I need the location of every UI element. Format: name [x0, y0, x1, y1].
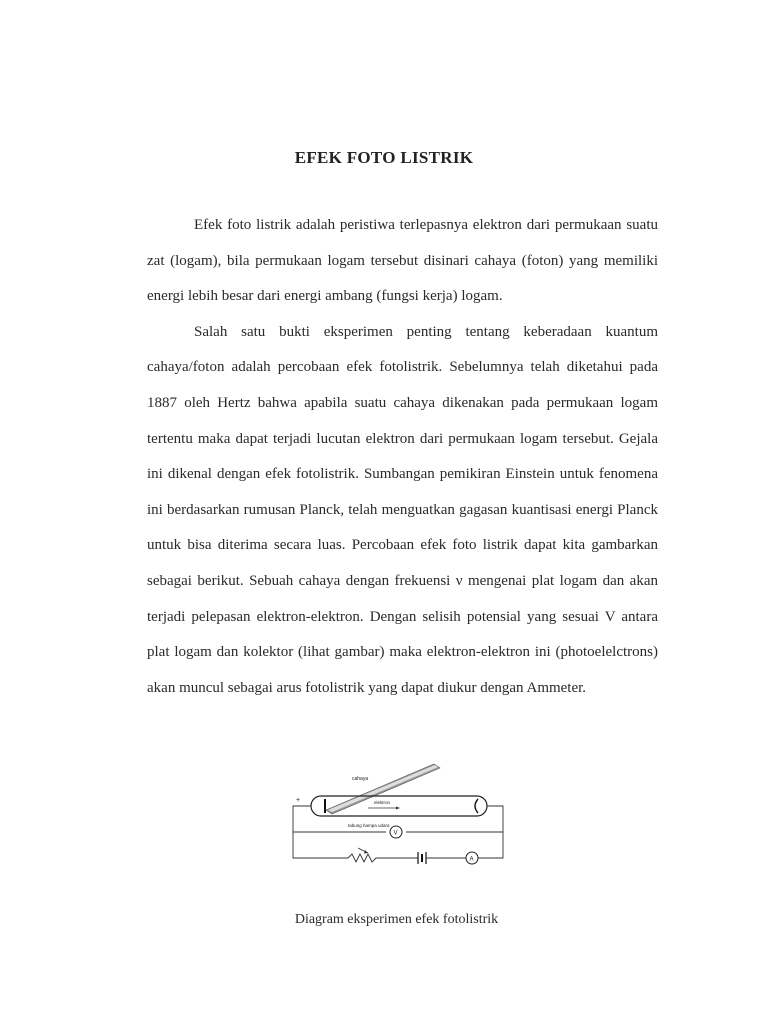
svg-text:A: A: [469, 856, 474, 863]
label-tabung: tabung hampa udara: [348, 823, 390, 828]
paragraph-2: Salah satu bukti eksperimen penting tentang keberadaan kuantum cahaya/foton adalah percobaan efek fotolistrik. Sebelumnya telah diketahui pada 1887 oleh Hertz bahwa apabila suatu cahaya dikenakan pada permukaan logam tertentu maka dapat terjadi lucutan elektron dari permukaan logam tersebut. Gejala ini dikenal dengan efek fotolistrik. Sumbangan pemikiran Einstein untuk fenomena ini berdasarkan rumusan Planck, telah menguatkan gagasan kuantisasi energi Planck untuk bisa diterima secara luas. Percobaan efek foto listrik dapat kita gambarkan sebagai berikut. Sebuah cahaya dengan frekuensi ν mengenai plat logam dan akan terjadi pelepasan elektron-elektron. Dengan selisih potensial yang sesuai V antara plat logam dan kolektor (lihat gambar) maka elektron-elektron ini (photoelelctrons) akan muncul sebagai arus fotolistrik yang dapat diukur dengan Ammeter.: [147, 323, 658, 696]
figure-caption: Diagram eksperimen efek fotolistrik: [294, 912, 499, 927]
collector: [475, 799, 478, 813]
rheostat: [348, 854, 418, 862]
label-elektron: elektron: [374, 800, 391, 805]
document-title: EFEK FOTO LISTRIK: [294, 148, 474, 167]
label-plus: +: [296, 797, 301, 804]
document-body: [147, 208, 658, 706]
photoelectric-experiment-diagram: [288, 760, 510, 872]
paragraph-1: Efek foto listrik adalah peristiwa terlepasnya elektron dari permukaan suatu zat (logam), bila permukaan logam tersebut disinari cahaya (foton) yang memiliki energi lebih besar dari energi ambang (fungsi kerja) logam.: [147, 217, 658, 305]
svg-text:V: V: [393, 830, 398, 837]
label-cahaya: cahaya: [352, 776, 369, 782]
